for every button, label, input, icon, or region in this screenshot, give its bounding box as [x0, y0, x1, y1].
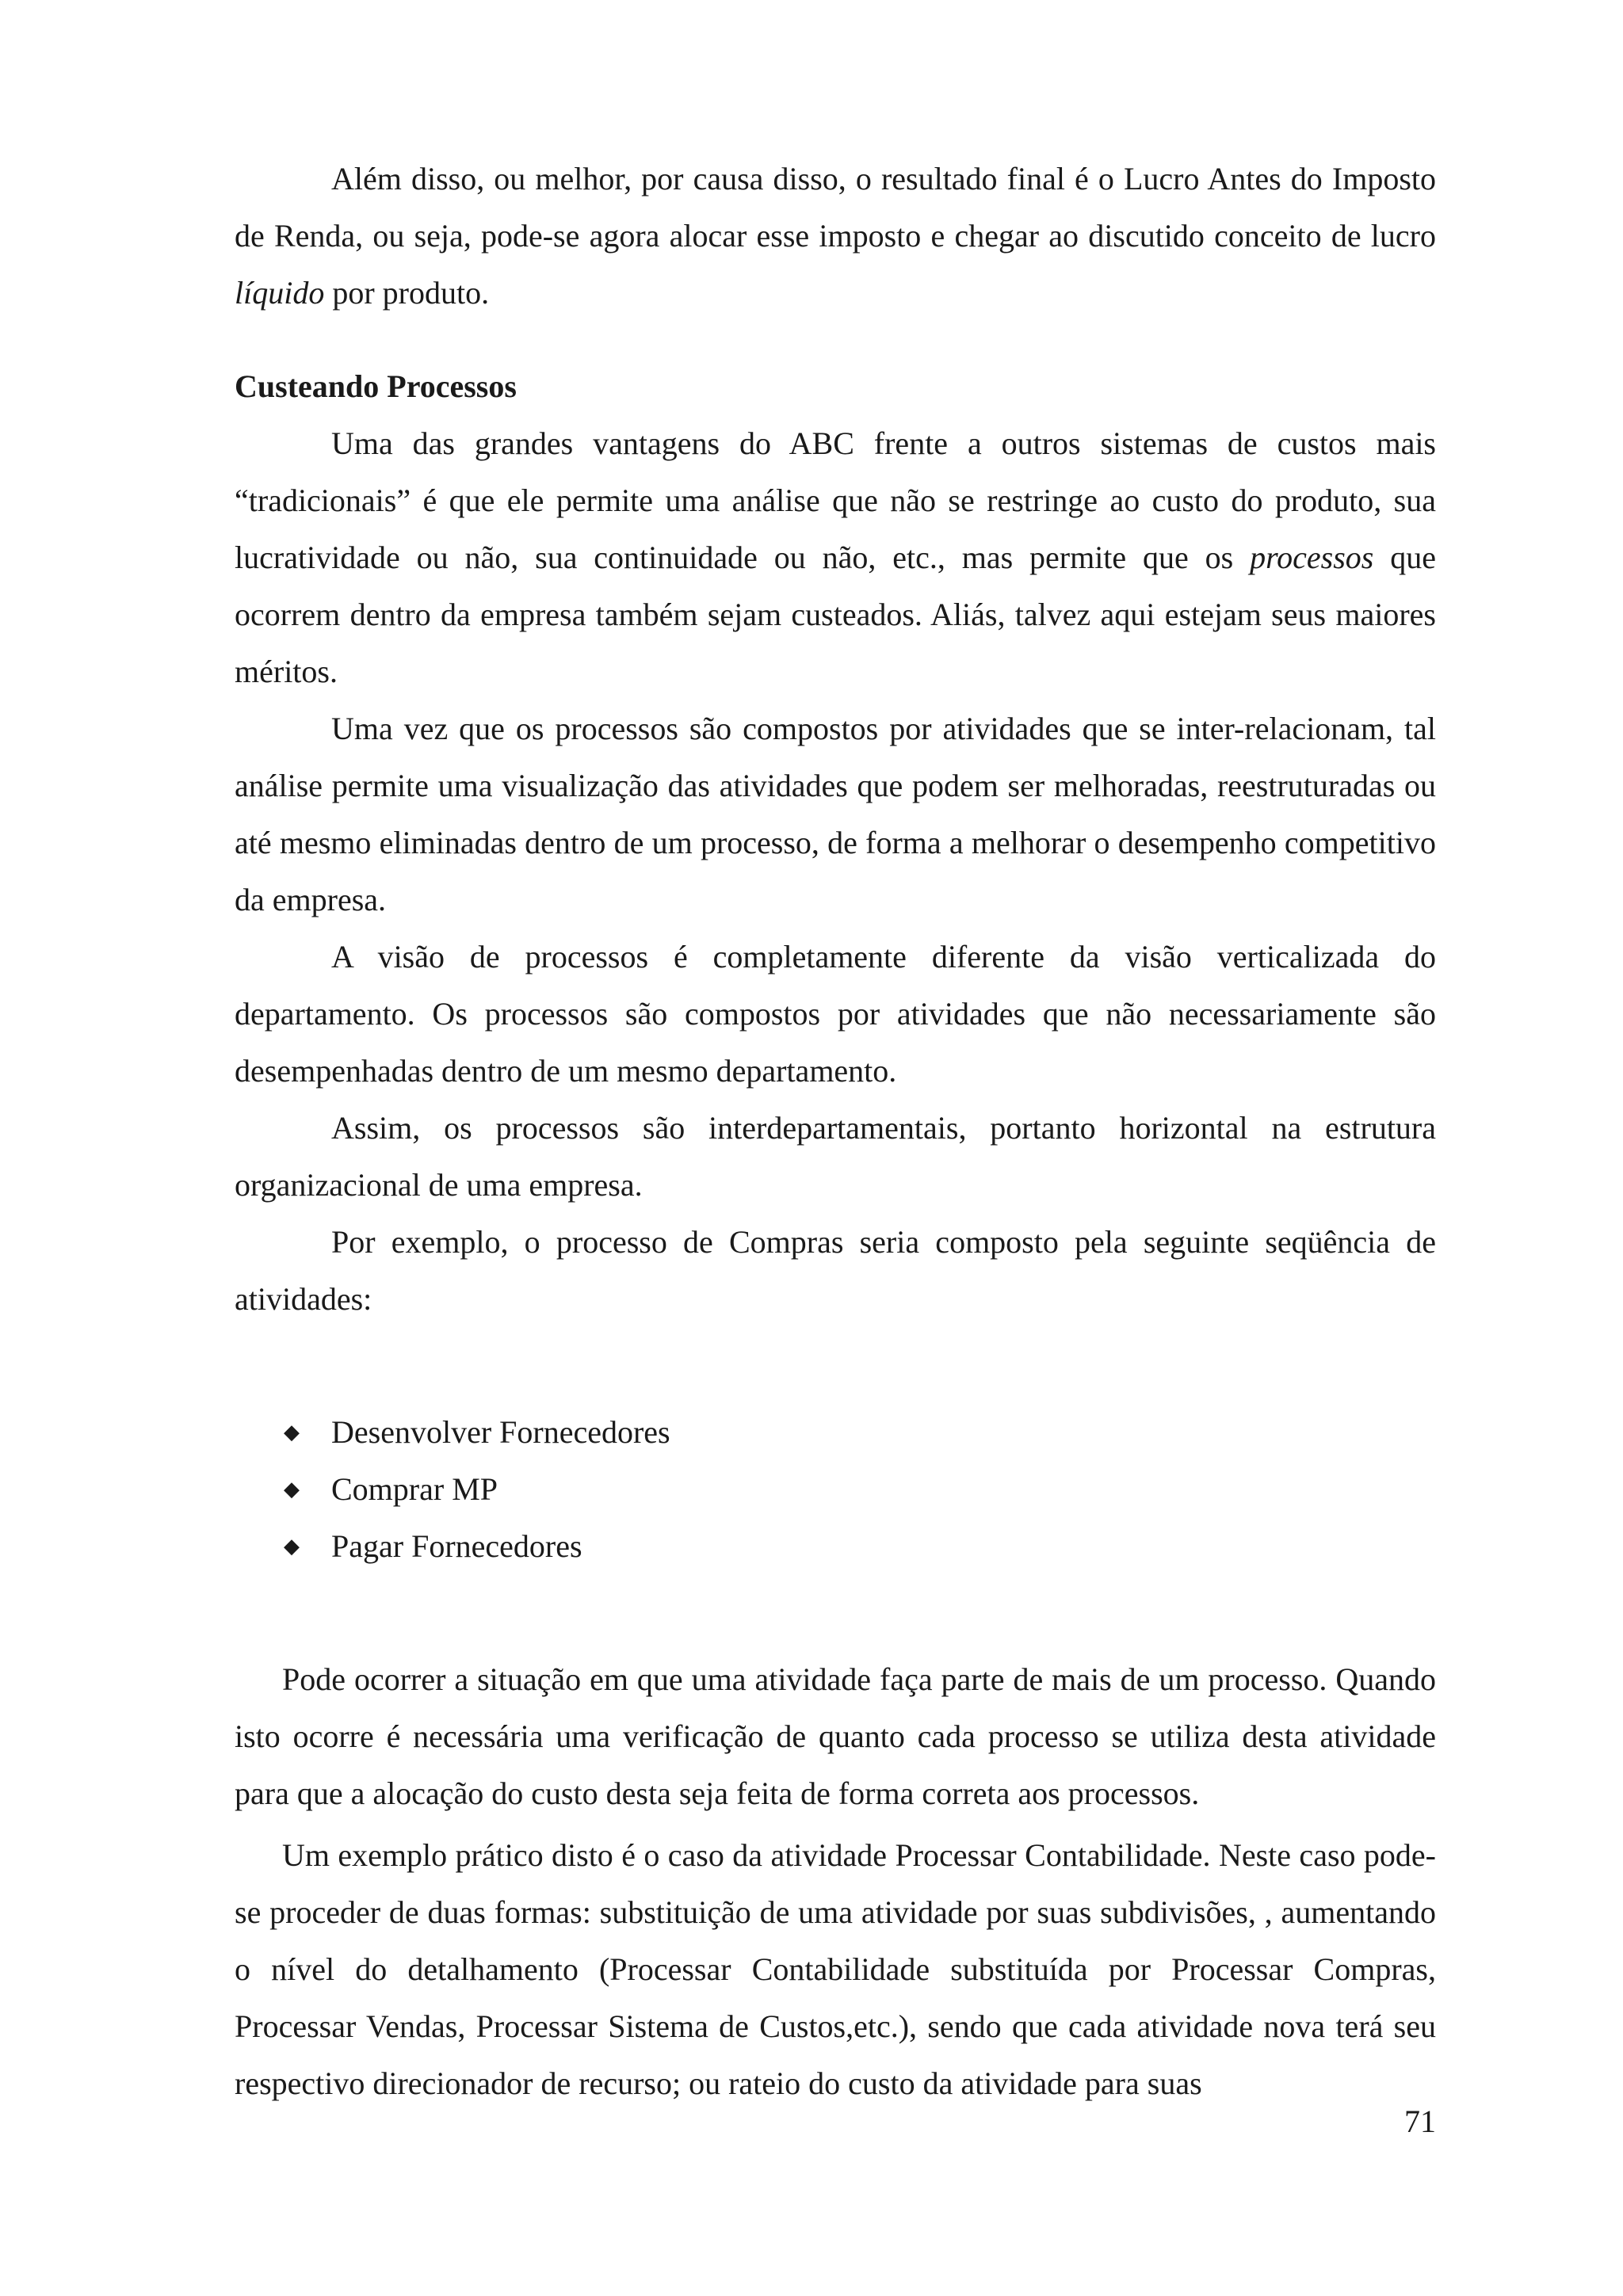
- document-page: [235, 151, 1436, 2112]
- paragraph-text: por produto.: [324, 275, 490, 311]
- paragraph-text: Além disso, ou melhor, por causa disso, o resultado final é o Lucro Antes do Imposto de Renda, ou seja, pode-se agora alocar esse imposto e chegar ao discutido conceito de lucro: [235, 161, 1436, 254]
- list-item: [284, 1404, 1436, 1461]
- paragraph-text: Uma das grandes vantagens do ABC frente a outros sistemas de custos mais “tradicionais” é que ele permite uma análise que não se restringe ao custo do produto, sua lucratividade ou não, sua continuidade ou não, etc., mas permite que os: [235, 425, 1436, 575]
- list-item: [284, 1518, 1436, 1575]
- list-item: [284, 1461, 1436, 1518]
- paragraph-atividades-inter-relacionam: Uma vez que os processos são compostos por atividades que se inter-relacionam, tal análise permite uma visualização das atividades que podem ser melhoradas, reestruturadas ou até mesmo eliminadas dentro de um processo, de forma a melhorar o desempenho competitivo da empresa.: [235, 711, 1436, 917]
- activity-list: [235, 1404, 1436, 1575]
- paragraph-exemplo-contabilidade: Um exemplo prático disto é o caso da atividade Processar Contabilidade. Neste caso pode-se proceder de duas formas: substituição de uma atividade por suas subdivisões, , aumentando o nível do detalhamento (Processar Contabilidade substituída por Processar Compras, Processar Vendas, Processar Sistema de Custos,etc.), sendo que cada atividade nova terá seu respectivo direcionador de recurso; ou rateio do custo da atividade para suas: [235, 1837, 1436, 2101]
- page-number: 71: [1404, 2103, 1436, 2139]
- list-item-label: Comprar MP: [331, 1471, 498, 1507]
- paragraph-lucro-antes-ir: [235, 151, 1436, 322]
- list-item-label: Pagar Fornecedores: [331, 1528, 582, 1564]
- list-item-label: Desenvolver Fornecedores: [331, 1414, 670, 1450]
- paragraph-vantagens-abc: [235, 415, 1436, 700]
- section-heading: Custeando Processos: [235, 368, 517, 404]
- italic-term-liquido: líquido: [235, 275, 325, 311]
- paragraph-atividade-multiplos-processos: Pode ocorrer a situação em que uma atividade faça parte de mais de um processo. Quando isto ocorre é necessária uma verificação de quanto cada processo se utiliza desta atividade para que a alocação do custo desta seja feita de forma correta aos processos.: [235, 1661, 1436, 1811]
- paragraph-text: que ocorrem dentro da empresa também sejam custeados. Aliás, talvez aqui estejam seus maiores méritos.: [235, 540, 1436, 689]
- paragraph-exemplo-compras: Por exemplo, o processo de Compras seria composto pela seguinte seqüência de atividades:: [235, 1224, 1436, 1317]
- diamond-bullet-icon: ◆: [284, 1535, 300, 1558]
- diamond-bullet-icon: ◆: [284, 1478, 300, 1501]
- paragraph-interdepartamentais: Assim, os processos são interdepartamentais, portanto horizontal na estrutura organizacional de uma empresa.: [235, 1110, 1436, 1203]
- diamond-bullet-icon: ◆: [284, 1421, 300, 1444]
- paragraph-visao-processos: A visão de processos é completamente diferente da visão verticalizada do departamento. Os processos são compostos por atividades que não necessariamente são desempenhadas dentro de um mesmo departamento.: [235, 939, 1436, 1089]
- italic-term-processos: processos: [1250, 540, 1374, 575]
